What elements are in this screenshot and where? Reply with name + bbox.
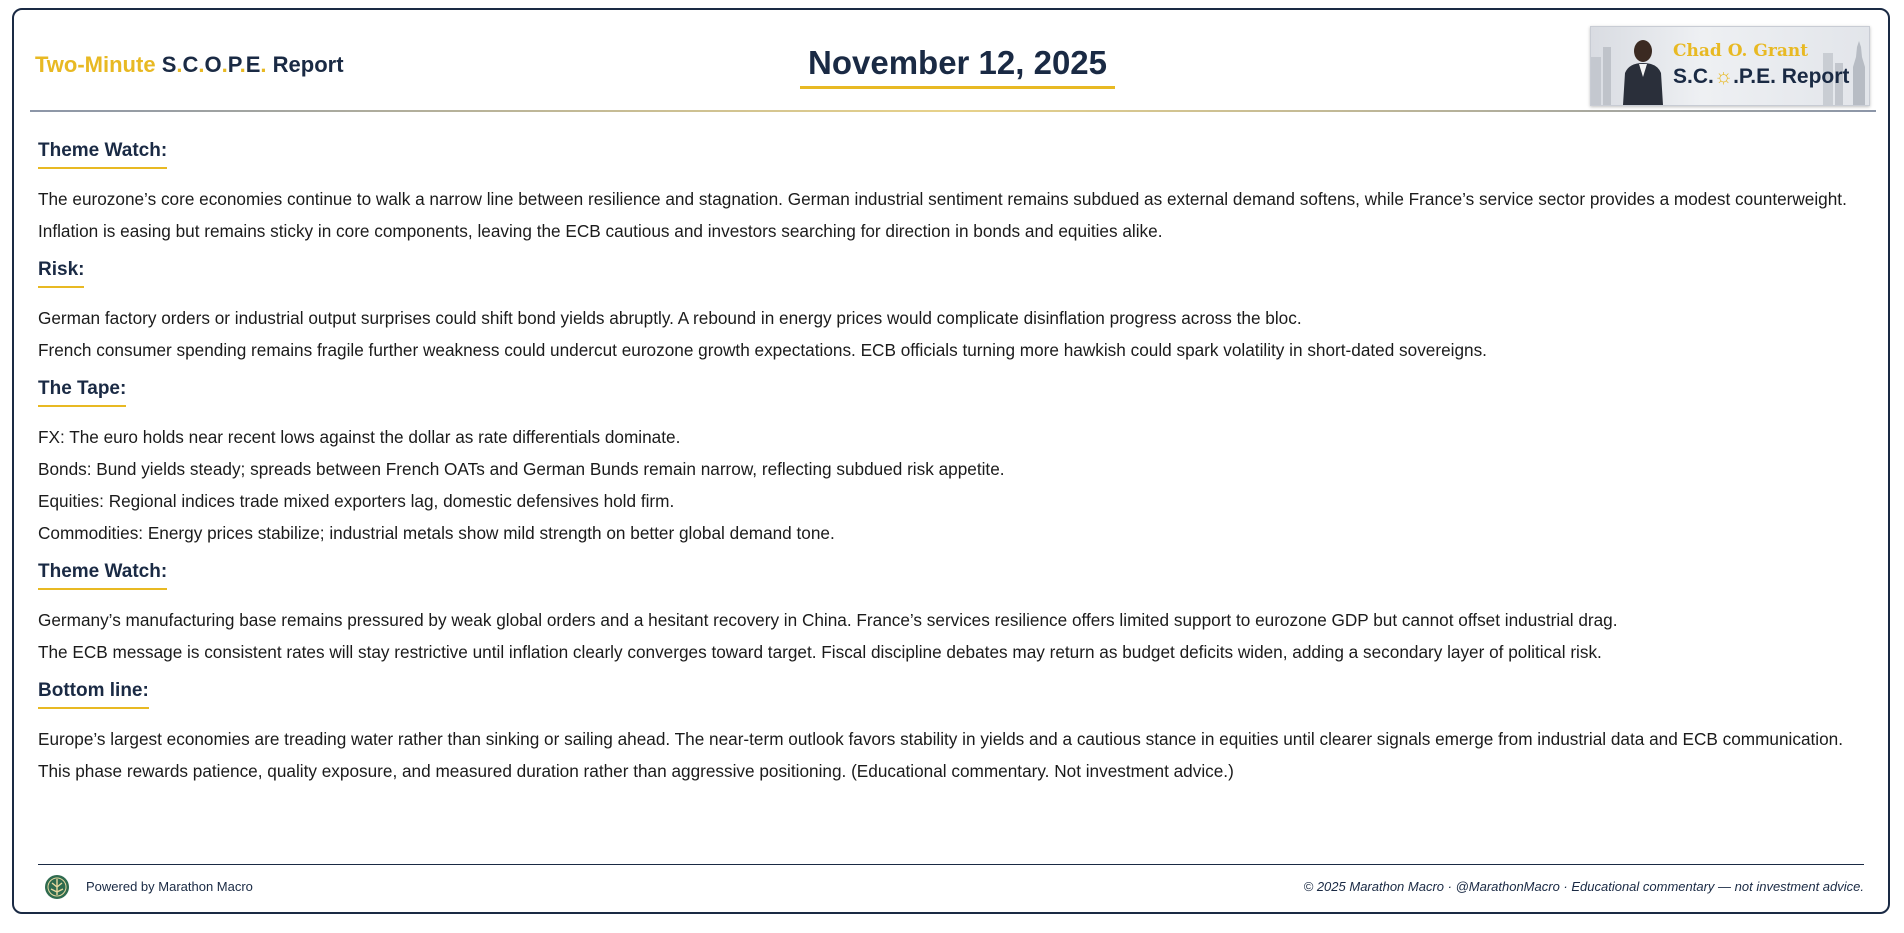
report-card (12, 8, 1890, 914)
tape-bonds: Bonds: Bund yields steady; spreads between French OATs and German Bunds remain narrow, reflecting subdued risk appetite. (38, 459, 1005, 479)
section-paragraph: French consumer spending remains fragile further weakness could undercut eurozone growth expectations. ECB officials turning more hawkish could spark volatility in short-dated sovereigns. (38, 340, 1487, 360)
section-paragraph: Europe’s largest economies are treading water rather than sinking or sailing ahead. The near-term outlook favors stability in yields and a cautious stance in equities until clearer signals emerge from industrial data and ECB communication. This phase rewards patience, quality exposure, and measured duration rather than aggressive positioning. (Educational commentary. Not investment advice.) (38, 729, 1844, 781)
author-photo (1619, 33, 1667, 105)
author-report-title: S.C.☼.P.E. Report (1673, 65, 1850, 88)
powered-by-text: Powered by Marathon Macro (86, 879, 253, 894)
report-header (14, 10, 1888, 114)
tape-equities: Equities: Regional indices trade mixed exporters lag, domestic defensives hold firm. (38, 491, 675, 511)
section-the-tape (38, 378, 1868, 549)
sun-icon: ☼ (1713, 65, 1734, 88)
tape-commodities: Commodities: Energy prices stabilize; industrial metals show mild strength on better global demand tone. (38, 523, 835, 543)
section-title: Bottom line: (38, 680, 149, 709)
section-paragraph: The eurozone’s core economies continue to walk a narrow line between resilience and stagnation. German industrial sentiment remains subdued as external demand softens, while France’s service sector provides a modest counterweight. Inflation is easing but remains sticky in core components, leaving the ECB cautious and investors searching for direction in bonds and equities alike. (38, 189, 1847, 241)
footer-divider (38, 864, 1864, 865)
section-theme-watch-2 (38, 561, 1868, 668)
brand-scope: S.C.O.P.E. (161, 52, 267, 77)
brand-title (35, 52, 344, 78)
section-paragraph: German factory orders or industrial output surprises could shift bond yields abruptly. A rebound in energy prices would complicate disinflation progress across the bloc. (38, 308, 1302, 328)
tape-fx: FX: The euro holds near recent lows against the dollar as rate differentials dominate. (38, 427, 681, 447)
section-theme-watch (38, 140, 1868, 247)
author-name: Chad O. Grant (1673, 41, 1809, 61)
section-title: Theme Watch: (38, 140, 167, 169)
brand-prefix: Two-Minute (35, 52, 156, 77)
section-title: The Tape: (38, 378, 126, 407)
header-divider (30, 110, 1876, 112)
section-bottom-line (38, 680, 1868, 787)
marathon-macro-logo-icon (44, 874, 70, 900)
report-body (38, 140, 1868, 799)
section-paragraph: The ECB message is consistent rates will stay restrictive until inflation clearly converges toward target. Fiscal discipline debates may return as budget deficits widen, adding a secondary layer of political risk. (38, 642, 1602, 662)
copyright-notice: © 2025 Marathon Macro · @MarathonMacro · Educational commentary — not investment advice. (1303, 879, 1864, 894)
section-risk (38, 259, 1868, 366)
section-title: Risk: (38, 259, 84, 288)
section-title: Theme Watch: (38, 561, 167, 590)
author-logo (1590, 26, 1870, 106)
section-paragraph: Germany’s manufacturing base remains pressured by weak global orders and a hesitant recovery in China. France’s services resilience offers limited support to eurozone GDP but cannot offset industrial drag. (38, 610, 1618, 630)
brand-suffix: Report (272, 52, 344, 77)
report-date: November 12, 2025 (800, 44, 1115, 89)
